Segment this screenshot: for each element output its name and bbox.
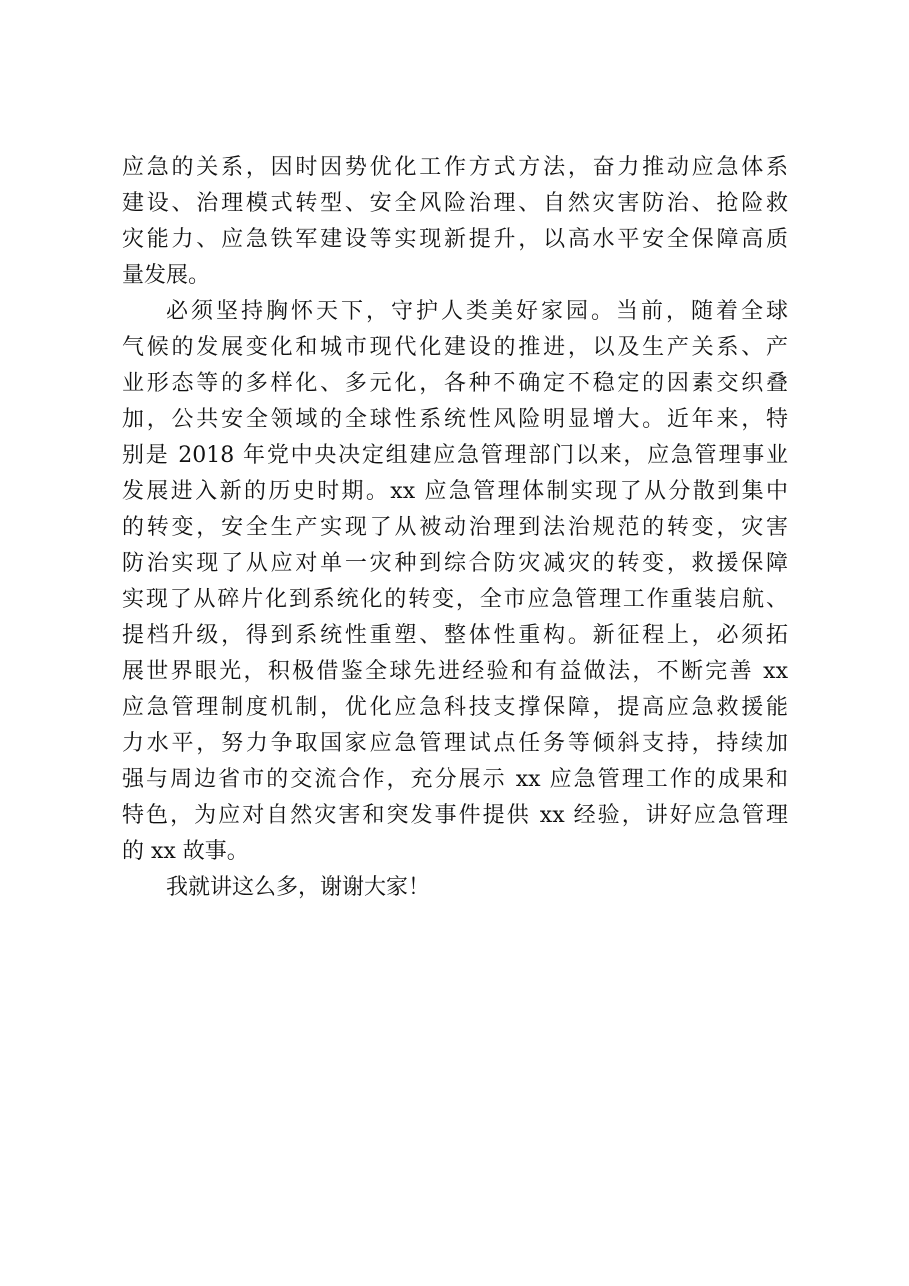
text-line: 的 xx 故事。 [122, 839, 249, 864]
text-line: 别是 2018 年党中央决定组建应急管理部门以来，应急管理事业 [122, 443, 788, 468]
text-line: 应急的关系，因时因势优化工作方式方法，奋力推动应急体系 [122, 155, 788, 180]
text-line: 气候的发展变化和城市现代化建设的推进，以及生产关系、产 [122, 335, 788, 360]
text-line: 强与周边省市的交流合作，充分展示 xx 应急管理工作的成果和 [122, 767, 788, 792]
text-line: 加，公共安全领域的全球性系统性风险明显增大。近年来，特 [122, 407, 788, 432]
text-line: 发展进入新的历史时期。xx 应急管理体制实现了从分散到集中 [122, 479, 788, 504]
text-line: 特色，为应对自然灾害和突发事件提供 xx 经验，讲好应急管理 [122, 803, 788, 828]
text-line: 业形态等的多样化、多元化，各种不确定不稳定的因素交织叠 [122, 371, 788, 396]
text-line: 建设、治理模式转型、安全风险治理、自然灾害防治、抢险救 [122, 191, 788, 216]
text-line: 量发展。 [122, 263, 211, 288]
text-line: 必须坚持胸怀天下，守护人类美好家园。当前，随着全球 [166, 299, 788, 324]
text-line: 灾能力、应急铁军建设等实现新提升，以高水平安全保障高质 [122, 227, 788, 252]
text-line: 提档升级，得到系统性重塑、整体性重构。新征程上，必须拓 [122, 623, 788, 648]
text-line: 的转变，安全生产实现了从被动治理到法治规范的转变，灾害 [122, 515, 788, 540]
text-line: 防治实现了从应对单一灾种到综合防灾减灾的转变，救援保障 [122, 551, 788, 576]
text-line: 我就讲这么多，谢谢大家！ [166, 875, 431, 900]
text-line: 应急管理制度机制，优化应急科技支撑保障，提高应急救援能 [122, 695, 788, 720]
text-line: 展世界眼光，积极借鉴全球先进经验和有益做法，不断完善 xx [122, 659, 788, 684]
text-line: 力水平，努力争取国家应急管理试点任务等倾斜支持，持续加 [122, 731, 788, 756]
text-line: 实现了从碎片化到系统化的转变，全市应急管理工作重装启航、 [122, 587, 788, 612]
document-body [122, 150, 788, 906]
